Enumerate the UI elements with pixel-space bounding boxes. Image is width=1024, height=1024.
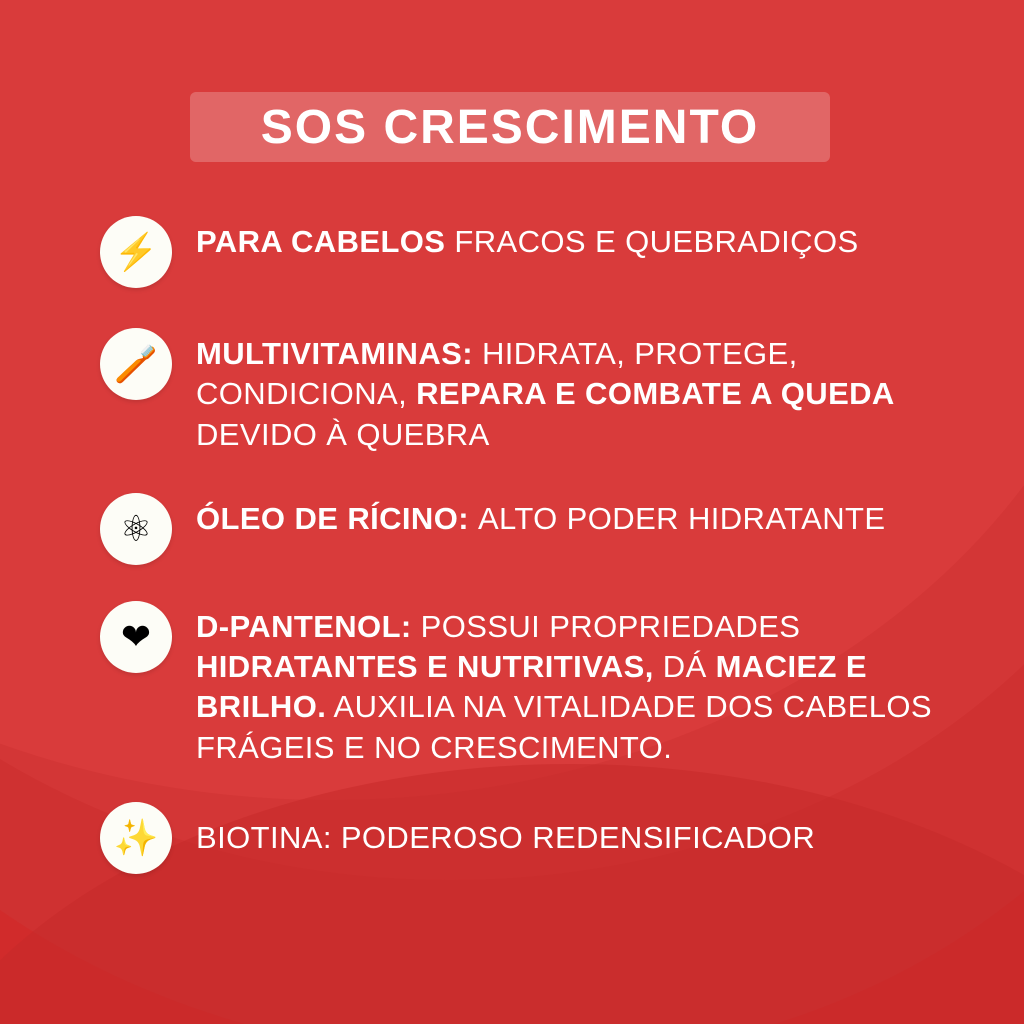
heart-icon: [100, 601, 172, 673]
feature-text: [196, 599, 966, 768]
hairbrush-glyph: 🪥: [113, 343, 159, 384]
feature-text: [196, 214, 859, 262]
feature-bold-mid: REPARA E COMBATE A QUEDA: [416, 376, 895, 412]
list-item: [100, 326, 980, 455]
feature-bold-prefix: MULTIVITAMINAS:: [196, 336, 482, 371]
feature-bold-mid-2: MACIEZ E BRILHO.: [196, 649, 867, 725]
title-banner: [190, 92, 830, 162]
feature-text: [196, 802, 815, 858]
feature-body: BIOTINA: PODEROSO REDENSIFICADOR: [196, 820, 816, 856]
heart-glyph: ❤: [120, 615, 152, 657]
molecule-icon: [100, 493, 172, 565]
feature-body: HIDRATA, PROTEGE, CONDICIONA,: [196, 336, 798, 412]
list-item: [100, 491, 980, 565]
sparkles-glyph: ✨: [113, 817, 159, 859]
list-item: [100, 802, 980, 874]
page-title: SOS CRESCIMENTO: [260, 100, 760, 154]
hairbrush-icon: [100, 328, 172, 400]
lightning-bolt-glyph: ⚡: [113, 231, 159, 272]
feature-bold-prefix: D-PANTENOL:: [196, 608, 421, 644]
sparkles-icon: [100, 802, 172, 874]
feature-bold-prefix: ÓLEO DE RÍCINO:: [196, 500, 478, 536]
feature-body-end: DEVIDO À QUEBRA: [196, 416, 490, 452]
feature-body: FRACOS E QUEBRADIÇOS: [454, 224, 859, 259]
feature-text: [196, 491, 885, 539]
feature-body: POSSUI PROPRIEDADES: [420, 608, 801, 644]
feature-bold-mid: HIDRATANTES E NUTRITIVAS,: [196, 649, 654, 685]
list-item: [100, 599, 980, 768]
list-item: [100, 214, 980, 288]
feature-body-end: AUXILIA NA VITALIDADE DOS CABELOS FRÁGEIS E NO CRESCIMENTO.: [196, 689, 932, 765]
feature-body: ALTO PODER HIDRATANTE: [477, 500, 886, 536]
feature-bold-prefix: PARA CABELOS: [196, 224, 455, 259]
lightning-bolt-icon: [100, 216, 172, 288]
feature-text: [196, 326, 966, 455]
feature-body-mid: DÁ: [653, 649, 716, 685]
molecule-glyph: ⚛: [119, 507, 153, 549]
feature-list: [100, 214, 980, 874]
